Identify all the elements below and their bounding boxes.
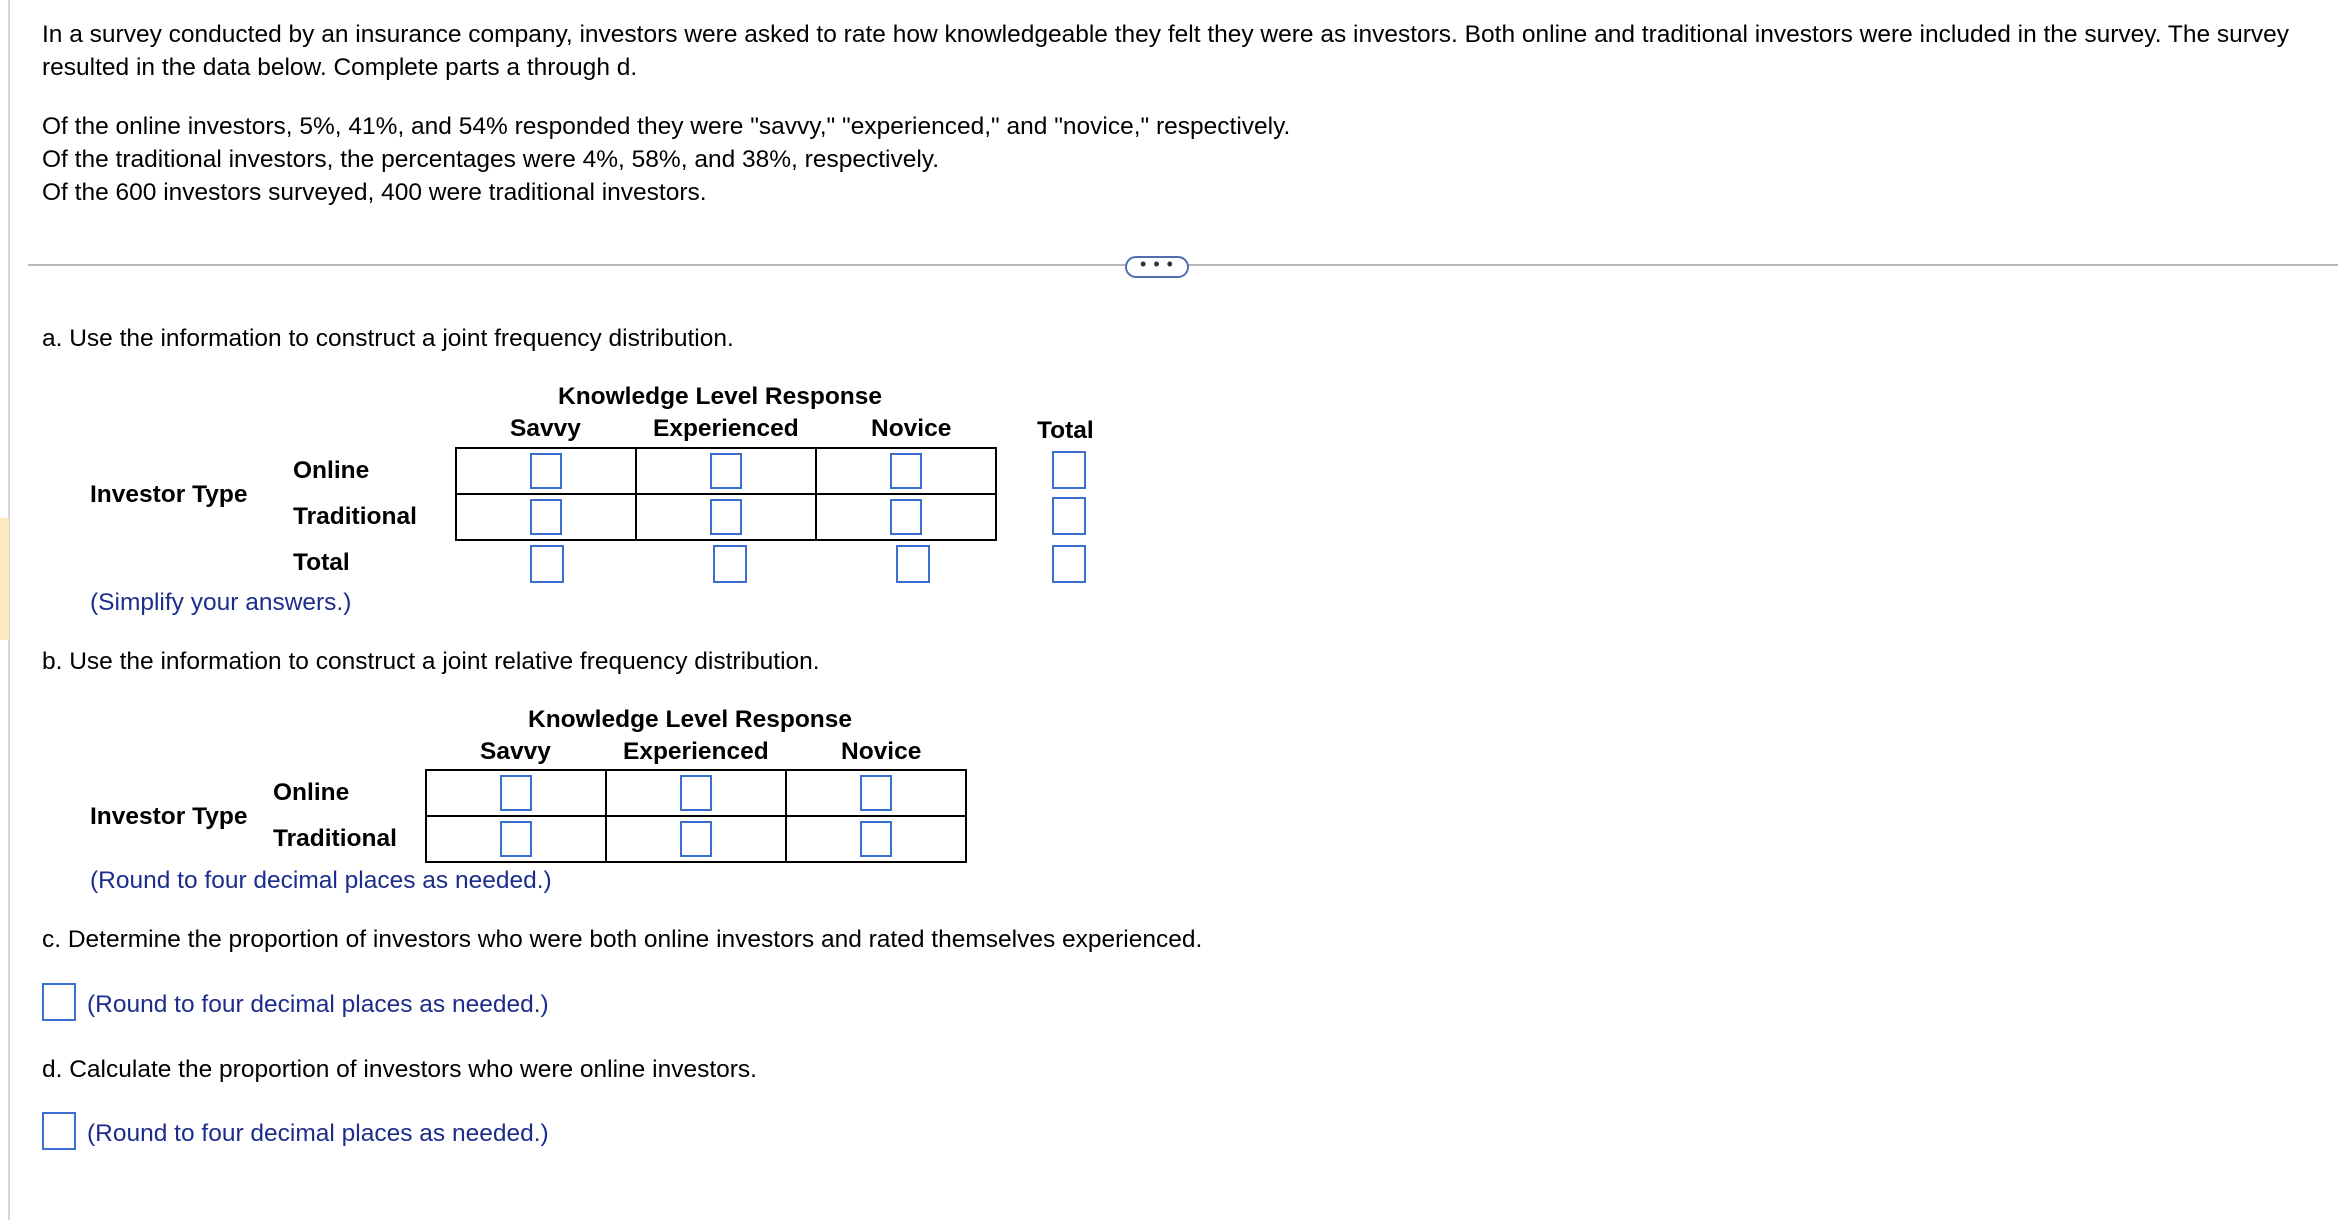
online-total-input[interactable] bbox=[1052, 451, 1086, 489]
part-a-prompt: a. Use the information to construct a joint frequency distribution. bbox=[42, 325, 734, 352]
part-a-group-header: Knowledge Level Response bbox=[558, 383, 883, 410]
table-cell bbox=[426, 770, 606, 816]
survey-size: Of the 600 investors surveyed, 400 were traditional investors. bbox=[42, 179, 707, 206]
part-a-col-novice: Novice bbox=[871, 415, 952, 442]
part-c-answer-input[interactable] bbox=[42, 983, 76, 1021]
rel-online-experienced-input[interactable] bbox=[680, 775, 712, 811]
left-highlight-marker bbox=[0, 518, 9, 640]
online-novice-input[interactable] bbox=[890, 453, 922, 489]
table-cell bbox=[606, 770, 786, 816]
part-a-note: (Simplify your answers.) bbox=[90, 589, 352, 616]
savvy-total-input[interactable] bbox=[530, 545, 564, 583]
part-d-prompt: d. Calculate the proportion of investors who were online investors. bbox=[42, 1056, 757, 1083]
rel-online-savvy-input[interactable] bbox=[500, 775, 532, 811]
table-row bbox=[426, 816, 966, 862]
part-a-row-group-label: Investor Type bbox=[90, 481, 248, 508]
part-a-row-total: Total bbox=[293, 549, 350, 576]
part-b-row-group-label: Investor Type bbox=[90, 803, 248, 830]
experienced-total-input[interactable] bbox=[713, 545, 747, 583]
part-a-col-experienced: Experienced bbox=[653, 415, 799, 442]
table-cell bbox=[786, 770, 966, 816]
table-cell bbox=[456, 494, 636, 540]
table-row bbox=[456, 448, 996, 494]
traditional-percentages: Of the traditional investors, the percentages were 4%, 58%, and 38%, respectively. bbox=[42, 146, 940, 173]
table-cell bbox=[636, 448, 816, 494]
traditional-experienced-input[interactable] bbox=[710, 499, 742, 535]
rel-online-novice-input[interactable] bbox=[860, 775, 892, 811]
part-b-note: (Round to four decimal places as needed.) bbox=[90, 867, 552, 894]
online-experienced-input[interactable] bbox=[710, 453, 742, 489]
rel-traditional-savvy-input[interactable] bbox=[500, 821, 532, 857]
table-cell bbox=[456, 448, 636, 494]
rel-traditional-novice-input[interactable] bbox=[860, 821, 892, 857]
part-a-row-traditional: Traditional bbox=[293, 503, 417, 530]
table-cell bbox=[816, 448, 996, 494]
part-d-note: (Round to four decimal places as needed.) bbox=[87, 1120, 549, 1147]
online-percentages: Of the online investors, 5%, 41%, and 54% responded they were "savvy," "experienced," and "novice," respectively. bbox=[42, 113, 1291, 140]
traditional-total-input[interactable] bbox=[1052, 497, 1086, 535]
intro-paragraph: In a survey conducted by an insurance company, investors were asked to rate how knowledgeable they felt they were as investors. Both online and traditional investors were included in the survey. The survey resulted in the data below. Complete parts a through d. bbox=[42, 21, 2290, 81]
part-b-prompt: b. Use the information to construct a joint relative frequency distribution. bbox=[42, 648, 820, 675]
show-more-button[interactable]: • • • bbox=[1125, 256, 1189, 278]
rel-traditional-experienced-input[interactable] bbox=[680, 821, 712, 857]
part-c-prompt: c. Determine the proportion of investors who were both online investors and rated themselves experienced. bbox=[42, 926, 1203, 953]
part-a-row-online: Online bbox=[293, 457, 370, 484]
part-a-col-total: Total bbox=[1037, 417, 1094, 444]
table-cell bbox=[606, 816, 786, 862]
part-a-col-savvy: Savvy bbox=[510, 415, 581, 442]
grand-total-input[interactable] bbox=[1052, 545, 1086, 583]
part-c-note: (Round to four decimal places as needed.) bbox=[87, 991, 549, 1018]
table-cell bbox=[426, 816, 606, 862]
part-b-row-online: Online bbox=[273, 779, 350, 806]
table-row bbox=[456, 494, 996, 540]
table-cell bbox=[786, 816, 966, 862]
part-b-col-novice: Novice bbox=[841, 738, 922, 765]
table-cell bbox=[636, 494, 816, 540]
problem-statement bbox=[42, 18, 2332, 209]
traditional-savvy-input[interactable] bbox=[530, 499, 562, 535]
table-row bbox=[426, 770, 966, 816]
part-b-row-traditional: Traditional bbox=[273, 825, 397, 852]
part-b-relative-frequency-table bbox=[425, 769, 967, 863]
part-b-col-experienced: Experienced bbox=[623, 738, 769, 765]
part-b-col-savvy: Savvy bbox=[480, 738, 551, 765]
traditional-novice-input[interactable] bbox=[890, 499, 922, 535]
part-b-group-header: Knowledge Level Response bbox=[528, 706, 853, 733]
table-cell bbox=[816, 494, 996, 540]
novice-total-input[interactable] bbox=[896, 545, 930, 583]
part-d-answer-input[interactable] bbox=[42, 1112, 76, 1150]
online-savvy-input[interactable] bbox=[530, 453, 562, 489]
part-a-frequency-table bbox=[455, 447, 997, 541]
